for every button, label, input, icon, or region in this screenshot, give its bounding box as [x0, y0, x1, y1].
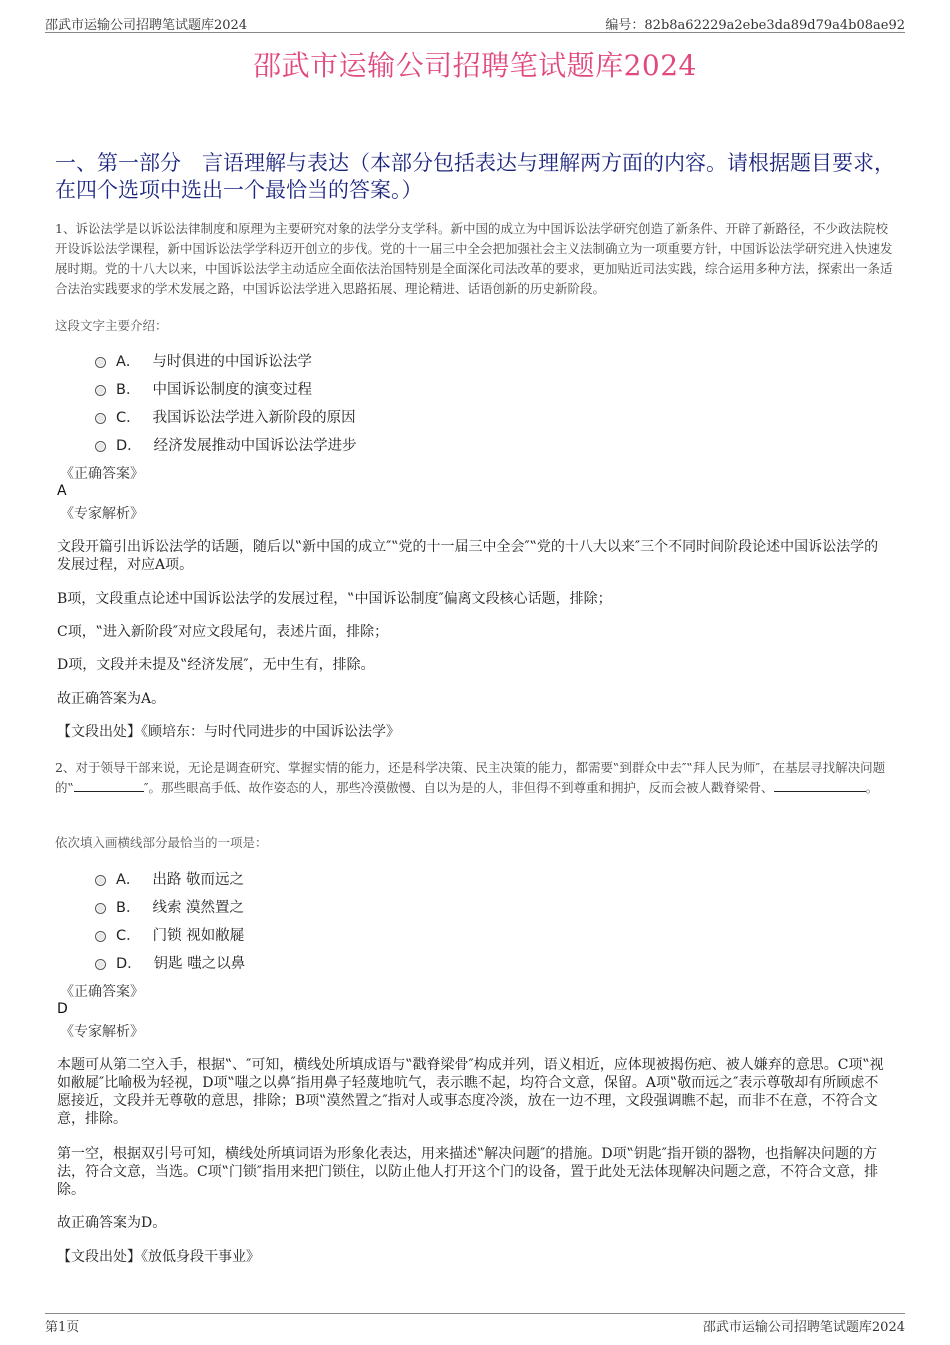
analysis-paragraph: 本题可从第二空入手，根据‟、″可知，横线处所填成语与‟戳脊梁骨″构成并列，语义相近，应体现被揭伤疤、被人嫌弃的意思。C项‟视如敝屣″比喻极为轻视，D项‟嗤之以鼻″指用鼻子轻蔑地吭气，表示瞧不起，均符合文意，保留。A项‟敬而远之″表示尊敬却有所顾虑不愿接近，文段并无尊敬的意思，排除；B项‟漠然置之″指对人或事态度冷淡，放在一边不理，文段强调瞧不起，而非不在意，不符合文意，排除。	[57, 1057, 884, 1127]
question-1-prompt: 这段文字主要介绍：	[55, 318, 168, 333]
page-footer	[45, 1313, 905, 1335]
analysis-conclusion: 故正确答案为D。	[57, 1215, 167, 1231]
radio-icon[interactable]	[95, 357, 106, 368]
option-d[interactable]: D． 经济发展推动中国诉讼法学进步	[95, 430, 357, 458]
answer-label: 《正确答案》	[60, 466, 144, 482]
radio-icon[interactable]	[95, 931, 106, 942]
fill-blank	[774, 779, 866, 792]
option-c[interactable]: C． 门锁 视如敝屣	[95, 920, 245, 948]
analysis-conclusion: 故正确答案为A。	[57, 691, 166, 707]
option-a[interactable]: A． 与时俱进的中国诉讼法学	[95, 346, 357, 374]
option-d[interactable]: D． 钥匙 嗤之以鼻	[95, 948, 245, 976]
page-number: 第1页	[45, 1320, 80, 1335]
radio-icon[interactable]	[95, 385, 106, 396]
option-c[interactable]: C． 我国诉讼法学进入新阶段的原因	[95, 402, 357, 430]
question-2-options	[95, 864, 245, 976]
analysis-label: 《专家解析》	[60, 1024, 144, 1040]
answer-value: A	[57, 483, 67, 499]
analysis-paragraph: 第一空，根据双引号可知，横线处所填词语为形象化表达，用来描述‟解决问题″的措施。D项‟钥匙″指开锁的器物，也指解决问题的方法，符合文意，当选。C项‟门锁″指用来把门锁住，以防止他人打开这个门的设备，置于此处无法体现解决问题之意，不符合文意，排除。	[57, 1146, 879, 1198]
radio-icon[interactable]	[95, 959, 106, 970]
source-citation: 【文段出处】《顾培东：与时代同进步的中国诉讼法学》	[57, 724, 400, 740]
page-header	[45, 12, 905, 33]
radio-icon[interactable]	[95, 903, 106, 914]
fill-blank	[74, 779, 144, 792]
source-citation: 【文段出处】《放低身段干事业》	[57, 1249, 260, 1265]
section-heading: 一、第一部分 言语理解与表达（本部分包括表达与理解两方面的内容。请根据题目要求，在四个选项中选出一个最恰当的答案。）	[55, 151, 895, 202]
answer-label: 《正确答案》	[60, 984, 144, 1000]
page-title: 邵武市运输公司招聘笔试题库2024	[253, 49, 697, 82]
radio-icon[interactable]	[95, 413, 106, 424]
analysis-paragraph: B项，文段重点论述中国诉讼法学的发展过程，‟中国诉讼制度″偏离文段核心话题，排除；	[57, 591, 612, 607]
radio-icon[interactable]	[95, 441, 106, 452]
question-1-text: 1、诉讼法学是以诉讼法律制度和原理为主要研究对象的法学分支学科。新中国的成立为中国诉讼法学研究创造了新条件、开辟了新路径，不少政法院校开设诉讼法学课程，新中国诉讼法学学科迈开创立的步伐。党的十一届三中全会把加强社会主义法制确立为一项重要方针，中国诉讼法学研究进入快速发展时期。党的十八大以来，中国诉讼法学主动适应全面依法治国特别是全面深化司法改革的要求，更加贴近司法实践，综合运用多种方法，探索出一条适合法治实践要求的学术发展之路，中国诉讼法学进入思路拓展、理论精进、话语创新的历史新阶段。	[55, 221, 893, 296]
footer-doc-title: 邵武市运输公司招聘笔试题库2024	[702, 1320, 905, 1335]
analysis-paragraph: D项，文段并未提及‟经济发展″，无中生有，排除。	[57, 657, 375, 673]
question-2-text: 2、对于领导干部来说，无论是调查研究、掌握实情的能力，还是科学决策、民主决策的能力，都需要‟到群众中去″‟拜人民为师″，在基层寻找解决问题的‟ ″。那些眼高手低、故作姿态的人，那些冷漠傲慢、自以为是的人，非但得不到尊重和拥护，反而会被人戳脊梁骨、 。	[55, 760, 886, 795]
analysis-paragraph: C项，‟进入新阶段″对应文段尾句，表述片面，排除；	[57, 624, 389, 640]
option-b[interactable]: B． 中国诉讼制度的演变过程	[95, 374, 357, 402]
header-doc-title: 邵武市运输公司招聘笔试题库2024	[45, 18, 248, 33]
question-1-options	[95, 346, 357, 458]
header-doc-id: 编号：82b8a62229a2ebe3da89d79a4b08ae92	[605, 18, 905, 33]
analysis-label: 《专家解析》	[60, 506, 144, 522]
option-a[interactable]: A． 出路 敬而远之	[95, 864, 245, 892]
radio-icon[interactable]	[95, 875, 106, 886]
answer-value: D	[57, 1001, 68, 1017]
option-b[interactable]: B． 线索 漠然置之	[95, 892, 245, 920]
question-2-prompt: 依次填入画横线部分最恰当的一项是：	[55, 835, 268, 850]
analysis-paragraph: 文段开篇引出诉讼法学的话题，随后以‟新中国的成立″‟党的十一届三中全会″‟党的十八大以来″三个不同时间阶段论述中国诉讼法学的发展过程，对应A项。	[57, 539, 879, 573]
